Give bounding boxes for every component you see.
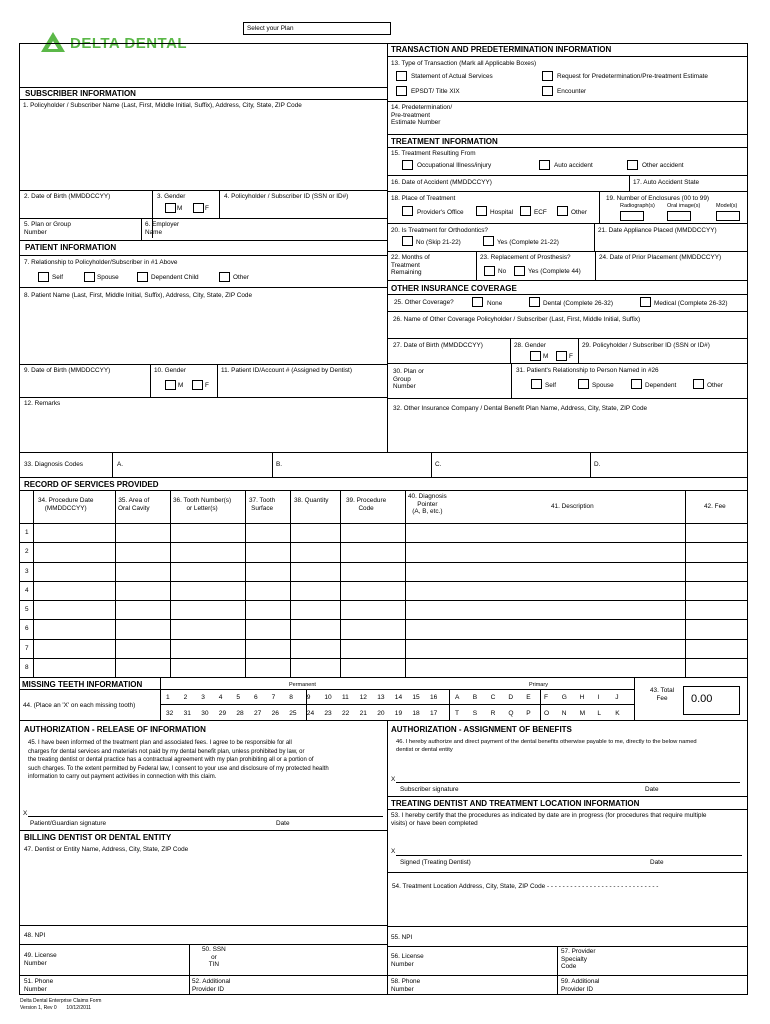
tooth-29[interactable]: 29: [218, 710, 227, 717]
tooth-23[interactable]: 23: [324, 710, 332, 717]
logo-text: DELTA DENTAL: [70, 35, 188, 52]
rel-dependent-checkbox[interactable]: [631, 379, 642, 389]
tooth-L[interactable]: L: [597, 710, 602, 717]
footer-line1: Delta Dental Enterprise Claims Form: [20, 998, 102, 1004]
hospital-checkbox[interactable]: [476, 206, 487, 216]
tooth-14[interactable]: 14: [394, 694, 403, 701]
patient-other-checkbox[interactable]: [219, 272, 230, 282]
tooth-9[interactable]: 9: [306, 694, 311, 701]
treating-title: TREATING DENTIST AND TREATMENT LOCATION INFORMATION: [391, 799, 640, 808]
assign-title: AUTHORIZATION - ASSIGNMENT OF BENEFITS: [391, 725, 572, 734]
enclosures-oral-field[interactable]: [667, 211, 691, 221]
ortho-no-checkbox[interactable]: [402, 236, 413, 246]
providers-office-checkbox[interactable]: [402, 206, 413, 216]
row-number: 8: [25, 664, 29, 671]
tooth-N[interactable]: N: [561, 710, 567, 717]
tooth-10[interactable]: 10: [324, 694, 332, 701]
other-place-checkbox[interactable]: [557, 206, 568, 216]
other-accident-checkbox[interactable]: [627, 160, 638, 170]
tooth-31[interactable]: 31: [183, 710, 191, 717]
patient-spouse-checkbox[interactable]: [84, 272, 95, 282]
total-fee-value: 0.00: [691, 693, 713, 705]
tooth-D[interactable]: D: [508, 694, 514, 701]
tooth-A[interactable]: A: [455, 694, 460, 701]
prosthesis-yes-checkbox[interactable]: [514, 266, 525, 276]
tooth-J[interactable]: J: [615, 694, 619, 701]
tooth-5[interactable]: 5: [236, 694, 241, 701]
treatment-title: TREATMENT INFORMATION: [391, 137, 498, 146]
tooth-30[interactable]: 30: [201, 710, 209, 717]
tooth-18[interactable]: 18: [412, 710, 420, 717]
tooth-R[interactable]: R: [490, 710, 496, 717]
tooth-20[interactable]: 20: [377, 710, 385, 717]
col-tooth-surface: 37. Tooth Surface: [249, 497, 276, 512]
tooth-2[interactable]: 2: [183, 694, 188, 701]
tooth-B[interactable]: B: [472, 694, 478, 701]
subscriber-title: SUBSCRIBER INFORMATION: [25, 89, 136, 98]
tooth-6[interactable]: 6: [254, 694, 258, 701]
patient-dependent-checkbox[interactable]: [137, 272, 148, 282]
row-number: 2: [25, 548, 29, 555]
patient-gender-m[interactable]: [165, 380, 176, 390]
tooth-24[interactable]: 24: [306, 710, 315, 717]
footer-line2: Version 1, Rev 0 10/12/2011: [20, 1005, 92, 1011]
tooth-15[interactable]: 15: [412, 694, 420, 701]
subscriber-gender-m[interactable]: [165, 203, 176, 213]
col-area: 35. Area of Oral Cavity: [118, 497, 150, 512]
tooth-Q[interactable]: Q: [508, 710, 514, 717]
patient-self-checkbox[interactable]: [38, 272, 49, 282]
tooth-22[interactable]: 22: [342, 710, 350, 717]
tooth-M[interactable]: M: [579, 710, 586, 717]
txn-title: TRANSACTION AND PREDETERMINATION INFORMATION: [391, 45, 612, 54]
row-number: 6: [25, 625, 29, 632]
patient-gender-f[interactable]: [192, 380, 203, 390]
other-gender-f[interactable]: [556, 351, 567, 361]
col-procedure-date: 34. Procedure Date (MMDDCCYY): [38, 497, 94, 512]
tooth-4[interactable]: 4: [218, 694, 223, 701]
tooth-13[interactable]: 13: [377, 694, 385, 701]
tooth-1[interactable]: 1: [166, 694, 170, 701]
coverage-dental-checkbox[interactable]: [529, 297, 540, 307]
tooth-I[interactable]: I: [597, 694, 600, 701]
total-fee-box[interactable]: [683, 686, 740, 715]
predetermination-checkbox[interactable]: [542, 71, 553, 81]
tooth-11[interactable]: 11: [342, 694, 349, 701]
ortho-yes-checkbox[interactable]: [483, 236, 494, 246]
tooth-C[interactable]: C: [490, 694, 496, 701]
col-diagnosis-pointer: 40. Diagnosis Pointer (A, B, etc.): [408, 493, 447, 515]
tooth-G[interactable]: G: [561, 694, 567, 701]
other-coverage-title: OTHER INSURANCE COVERAGE: [391, 284, 517, 293]
auth-title: AUTHORIZATION - RELEASE OF INFORMATION: [24, 725, 206, 734]
tooth-H[interactable]: H: [579, 694, 585, 701]
other-gender-m[interactable]: [530, 351, 541, 361]
rel-other-checkbox[interactable]: [693, 379, 704, 389]
tooth-S[interactable]: S: [472, 710, 478, 717]
tooth-27[interactable]: 27: [254, 710, 262, 717]
epsdt-checkbox[interactable]: [396, 86, 407, 96]
coverage-medical-checkbox[interactable]: [640, 297, 651, 307]
row-number: 4: [25, 587, 29, 594]
tooth-F[interactable]: F: [544, 694, 549, 701]
col-fee: 42. Fee: [704, 503, 726, 510]
auto-accident-checkbox[interactable]: [539, 160, 550, 170]
tooth-26[interactable]: 26: [271, 710, 279, 717]
tooth-7[interactable]: 7: [271, 694, 276, 701]
subscriber-gender-f[interactable]: [193, 203, 204, 213]
records-title: RECORD OF SERVICES PROVIDED: [24, 480, 159, 489]
col-quantity: 38. Quantity: [294, 497, 329, 504]
enclosures-model-field[interactable]: [716, 211, 740, 221]
billing-title: BILLING DENTIST OR DENTAL ENTITY: [24, 833, 172, 842]
missing-title: MISSING TEETH INFORMATION: [22, 680, 143, 689]
encounter-checkbox[interactable]: [542, 86, 553, 96]
col-procedure-code: 39. Procedure Code: [346, 497, 387, 512]
tooth-19[interactable]: 19: [394, 710, 403, 717]
tooth-3[interactable]: 3: [201, 694, 205, 701]
actual-services-checkbox[interactable]: [396, 71, 407, 81]
col-description: 41. Description: [551, 503, 594, 510]
row-number: 3: [25, 568, 29, 575]
select-plan-field[interactable]: Select your Plan: [243, 22, 391, 35]
coverage-none-checkbox[interactable]: [472, 297, 483, 307]
row-number: 1: [25, 529, 29, 536]
enclosures-radio-field[interactable]: [620, 211, 644, 221]
tooth-8[interactable]: 8: [289, 694, 293, 701]
col-tooth-number: 36. Tooth Number(s) or Letter(s): [173, 497, 232, 512]
tooth-17[interactable]: 17: [430, 710, 438, 717]
tooth-28[interactable]: 28: [236, 710, 244, 717]
tooth-T[interactable]: T: [455, 710, 460, 717]
rel-self-checkbox[interactable]: [531, 379, 542, 389]
tooth-K[interactable]: K: [615, 710, 620, 717]
tooth-O[interactable]: O: [544, 710, 550, 717]
prosthesis-no-checkbox[interactable]: [484, 266, 495, 276]
rel-spouse-checkbox[interactable]: [578, 379, 589, 389]
patient-title: PATIENT INFORMATION: [25, 243, 117, 252]
ecf-checkbox[interactable]: [520, 206, 531, 216]
row-number: 5: [25, 606, 29, 613]
tooth-P[interactable]: P: [526, 710, 531, 717]
row-number: 7: [25, 645, 29, 652]
tooth-25[interactable]: 25: [289, 710, 297, 717]
tooth-16[interactable]: 16: [430, 694, 438, 701]
occupational-checkbox[interactable]: [402, 160, 413, 170]
tooth-E[interactable]: E: [526, 694, 531, 701]
tooth-21[interactable]: 21: [359, 710, 367, 717]
tooth-32[interactable]: 32: [166, 710, 174, 717]
tooth-12[interactable]: 12: [359, 694, 367, 701]
